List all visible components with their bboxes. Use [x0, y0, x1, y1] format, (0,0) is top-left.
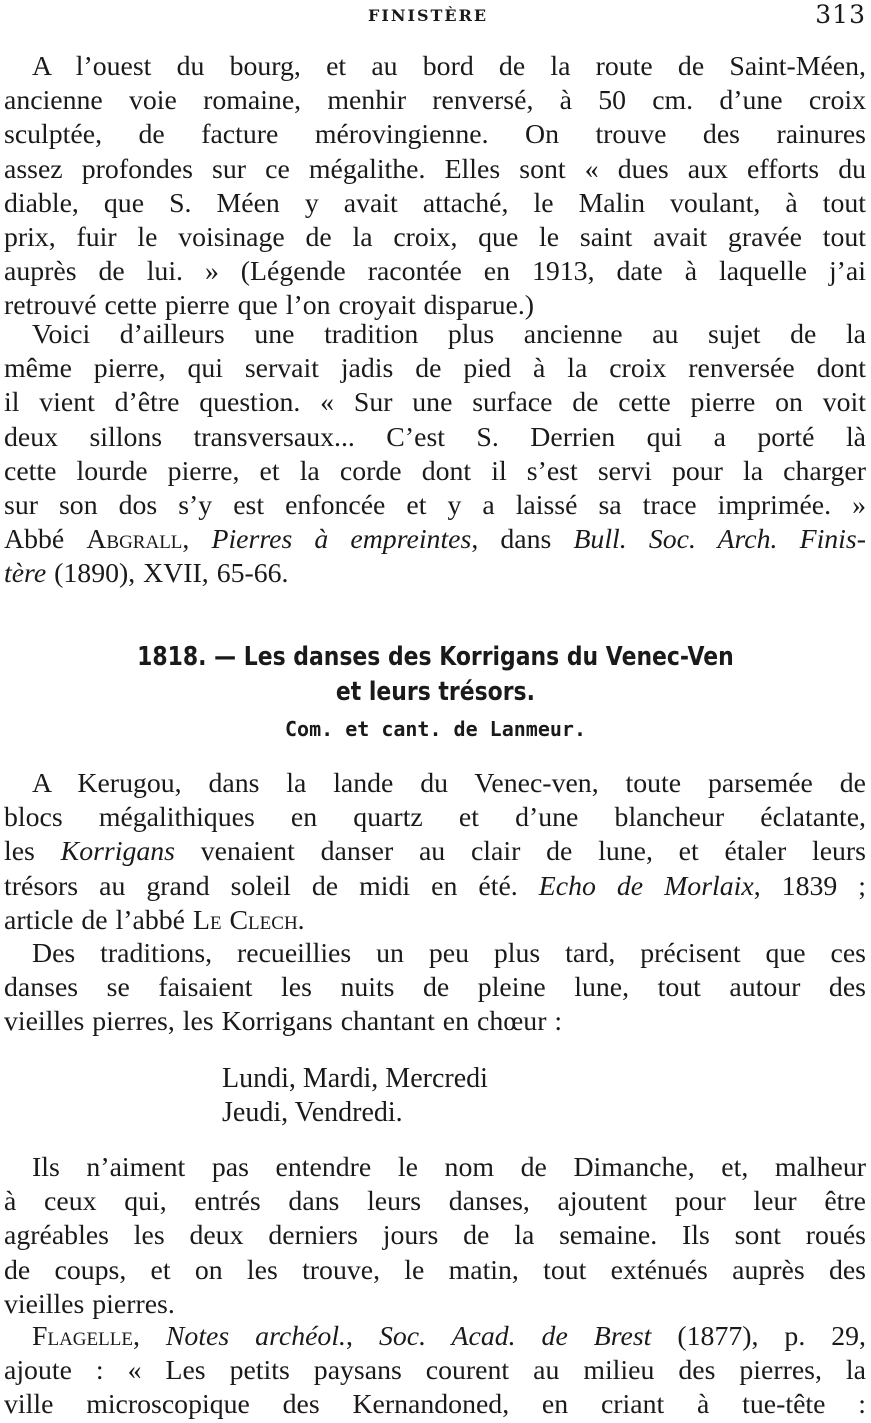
text-line: A Kerugou, dans la lande du Venec-ven, toute parsemée de: [32, 768, 866, 799]
text-line: ville microscopique des Kernandoned, en criant à tue-tête :: [4, 1389, 866, 1421]
author-name: Flagelle: [32, 1321, 133, 1352]
text-line: agréables les deux derniers jours de la semaine. Ils sont roués: [4, 1220, 866, 1252]
paragraph-kerugou: [4, 767, 866, 938]
text-line: diable, que S. Méen y avait attaché, le Malin voulant, à tout: [4, 187, 866, 219]
text-line: sur son dos s’y est enfoncée et y a laissé sa trace imprimée. »: [4, 490, 866, 522]
text-line: Flagelle, Notes archéol., Soc. Acad. de Brest (1877), p. 29,: [32, 1321, 866, 1352]
section-heading: [61, 640, 810, 674]
section-title-continued: et leurs trésors.: [335, 677, 535, 707]
text-line: deux sillons transversaux... C’est S. Derrien qui a porté là: [4, 421, 866, 453]
section-location: Com. et cant. de Lanmeur.: [284, 717, 587, 741]
citation-line: tère (1890), XVII, 65-66.: [4, 558, 289, 590]
text-line: les Korrigans venaient danser au clair de lune, et étaler leurs: [4, 836, 867, 868]
section-number: 1818.: [137, 642, 207, 672]
text-line: retrouvé cette pierre que l’on croyait disparue.): [4, 290, 535, 322]
text-line: assez profondes sur ce mégalithe. Elles sont « dues aux efforts du: [4, 153, 866, 185]
text-line: il vient d’être question. « Sur une surface de cette pierre on voit: [4, 387, 866, 419]
text-line: Des traditions, recueillies un peu plus tard, précisent que ces: [32, 938, 866, 969]
source-title: Notes archéol.: [165, 1321, 346, 1352]
text-line: de coups, et on les trouve, le matin, tout exténués auprès des: [4, 1254, 866, 1286]
text-line: prix, fuir le voisinage de la croix, que le saint avait gravée tout: [4, 222, 866, 254]
paragraph-menhir-saint-meen: [4, 50, 866, 324]
text-line: Ils n’aiment pas entendre le nom de Dimanche, et, malheur: [32, 1152, 866, 1183]
author-name: Le Clech: [192, 904, 298, 936]
paragraph-dimanche: [4, 1151, 866, 1322]
text-line: ajoute : « Les petits paysans courent au milieu des pierres, la: [4, 1355, 866, 1387]
verse-line: Lundi, Mardi, Mercredi: [222, 1063, 488, 1094]
paragraph-traditions: [4, 937, 866, 1040]
text-line: auprès de lui. » (Légende racontée en 1913, date à laquelle j’ai: [4, 256, 866, 288]
text-line: cette lourde pierre, et la corde dont il s’est servi pour la charger: [4, 455, 866, 487]
text-line: sculptée, de facture mérovingienne. On trouve des rainures: [4, 119, 866, 151]
verse-block: [222, 1062, 488, 1130]
verse-line: Jeudi, Vendredi.: [222, 1097, 403, 1128]
text-line: à ceux qui, entrés dans leurs danses, ajoutent pour leur être: [4, 1186, 866, 1218]
text-line: blocs mégalithiques en quartz et d’une blancheur éclatante,: [4, 802, 866, 834]
text-line: ancienne voie romaine, menhir renversé, à 50 cm. d’une croix: [4, 85, 866, 117]
citation-line: Abbé Abgrall, Pierres à empreintes, dans Bull. Soc. Arch. Finis-: [4, 524, 866, 556]
running-title: FINISTÈRE: [368, 6, 489, 25]
korrigans-term: Korrigans: [60, 836, 175, 868]
text-line: vieilles pierres.: [4, 1288, 175, 1320]
section-heading-continued: [61, 675, 810, 709]
running-head: [0, 2, 866, 28]
text-line: Voici d’ailleurs une tradition plus ancienne au sujet de la: [32, 319, 866, 350]
section-title: — Les danses des Korrigans du Venec-Ven: [206, 642, 734, 672]
page-number: 313: [815, 0, 866, 29]
text-line: A l’ouest du bourg, et au bord de la route de Saint-Méen,: [32, 51, 866, 82]
citation-title: Pierres à empreintes: [211, 524, 472, 556]
paragraph-ancient-tradition: [4, 318, 866, 592]
citation-author: Abgrall: [86, 524, 183, 556]
text-line: trésors au grand soleil de midi en été. Echo de Morlaix, 1839 ;: [4, 870, 866, 902]
text-line: danses se faisaient les nuits de pleine lune, tout autour des: [4, 972, 866, 1004]
citation-journal: Bull. Soc. Arch. Finis-: [573, 524, 866, 556]
paragraph-flagelle: [4, 1320, 866, 1423]
text-line: même pierre, qui servait jadis de pied à la croix renversée dont: [4, 353, 866, 385]
source-journal: Soc. Acad. de Brest: [378, 1321, 652, 1352]
text-line: vieilles pierres, les Korrigans chantant en chœur :: [4, 1006, 563, 1038]
source-title: Echo de Morlaix: [538, 870, 754, 902]
text-line: article de l’abbé Le Clech.: [4, 904, 305, 936]
